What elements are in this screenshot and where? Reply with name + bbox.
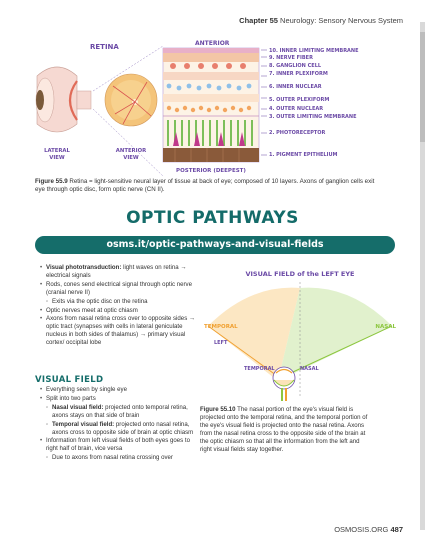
left-label: LEFT: [214, 340, 228, 346]
layer-label-1: 1. PIGMENT EPITHELIUM: [269, 152, 338, 158]
bullet-subitem: [41, 454, 200, 462]
page-footer: [334, 525, 403, 534]
chapter-side-tab: [420, 22, 425, 530]
caption-text: Retina = light-sensitive neural layer of tissue at back of eye; composed of 10 layers. Axons of ganglion cells exit eye through optic disc, form optic nerve (CN II).: [35, 178, 375, 194]
bullet-subitem: [41, 421, 200, 437]
bullet-subitem: [41, 298, 200, 306]
bullet-text: Exits via the optic disc on the retina: [52, 297, 148, 305]
anterior-view-label: ANTERIOR VIEW: [115, 148, 147, 161]
bullet-item: [41, 437, 200, 453]
diagram-title: VISUAL FIELD of the LEFT EYE: [245, 270, 355, 278]
footer-site: OSMOSIS.ORG: [334, 525, 389, 534]
bullet-text: Due to axons from nasal retina crossing over: [52, 454, 173, 462]
anterior-label: ANTERIOR: [195, 40, 230, 47]
optic-pathway-bullets: [35, 264, 200, 348]
visual-field-illustration: [200, 266, 400, 401]
retina-illustration: [35, 36, 395, 181]
bullet-text: projected onto temporal retina, axons stays on that side of brain: [52, 403, 188, 419]
bullet-text: Axons from nasal retina cross over to opposite sides → optic tract (synapses with cells in lateral geniculate nucleus in both sides of thalamus) → primary visual cortex/ occipital lobe: [46, 315, 196, 347]
layer-label-7: 7. INNER PLEXIFORM: [269, 71, 328, 77]
bullet-text: Information from left visual fields of both eyes goes to right half of brain, vice versa: [46, 437, 190, 453]
retina-figure: [35, 36, 395, 181]
layer-label-8: 8. GANGLION CELL: [269, 63, 322, 69]
layer-label-10: 10. INNER LIMITING MEMBRANE: [269, 48, 359, 54]
bullet-item: [41, 281, 200, 297]
retina-layers: [163, 48, 259, 162]
layer-label-3: 3. OUTER LIMITING MEMBRANE: [269, 114, 357, 120]
page-header: [239, 16, 403, 25]
anterior-eye: [105, 74, 157, 126]
bullet-text: Everything seen by single eye: [46, 386, 127, 393]
visual-field-diagram: [200, 266, 400, 401]
bullet-bold: Temporal visual field:: [52, 420, 115, 428]
layer-label-5: 5. OUTER PLEXIFORM: [269, 97, 330, 103]
layer-label-6: 6. INNER NUCLEAR: [269, 84, 322, 90]
caption-label: Figure 55.9: [35, 178, 68, 185]
caption-text: The nasal portion of the eye's visual field is projected onto the temporal retina, and the temporal portion of the eye's visual field is projected onto the nasal retina. Axons from the nasal retina cross to the opposite side of the brain at the optic chiasm so that all the information from the left and right visual fields stay together.: [200, 406, 368, 454]
nasal-bottom-label: NASAL: [300, 366, 319, 372]
figure-55-9-caption: [35, 178, 375, 195]
bullet-text: Split into two parts: [46, 394, 96, 402]
bullet-item: [41, 307, 200, 315]
layer-brackets: [261, 50, 267, 155]
bullet-item: [41, 264, 200, 280]
bullet-item: [41, 386, 200, 394]
lateral-eye: [36, 67, 91, 132]
posterior-label: POSTERIOR (DEEPEST): [176, 168, 246, 174]
section-url-link[interactable]: osms.it/optic-pathways-and-visual-fields: [35, 236, 395, 254]
layer-label-2: 2. PHOTORECEPTOR: [269, 130, 326, 136]
temporal-bottom-label: TEMPORAL: [244, 366, 275, 372]
layer-label-4: 4. OUTER NUCLEAR: [269, 106, 324, 112]
visual-field-bullets: [35, 386, 200, 463]
caption-label: Figure 55.10: [200, 406, 236, 413]
section-title: OPTIC PATHWAYS: [126, 208, 299, 228]
page-number: 487: [390, 525, 403, 534]
layer-label-9: 9. NERVE FIBER: [269, 55, 313, 61]
bullet-text: Optic nerves meet at optic chiasm: [46, 306, 138, 314]
temporal-top-label: TEMPORAL: [204, 324, 238, 330]
retina-label: RETINA: [90, 43, 119, 51]
layer-labels: [269, 48, 359, 158]
bullet-item: [41, 395, 200, 403]
bullet-subitem: [41, 404, 200, 420]
bullet-bold: Nasal visual field:: [52, 403, 104, 411]
lateral-view-label: LATERAL VIEW: [44, 148, 70, 161]
bullet-text: light waves on retina → electrical signals: [46, 264, 187, 279]
bullet-text: projected onto nasal retina, axons cross to opposite side of brain at optic chiasm: [52, 420, 194, 436]
visual-field-heading: VISUAL FIELD: [35, 375, 104, 385]
figure-55-10-caption: [200, 406, 372, 455]
bullet-bold: Visual phototransduction:: [46, 264, 122, 271]
nasal-top-label: NASAL: [375, 324, 396, 330]
chapter-title: Neurology: Sensory Nervous System: [280, 16, 403, 25]
bullet-text: Rods, cones send electrical signal through optic nerve (cranial nerve II): [46, 280, 192, 296]
bullet-item: [41, 315, 200, 347]
chapter-number: Chapter 55: [239, 16, 278, 25]
active-tab-marker: [420, 32, 425, 142]
